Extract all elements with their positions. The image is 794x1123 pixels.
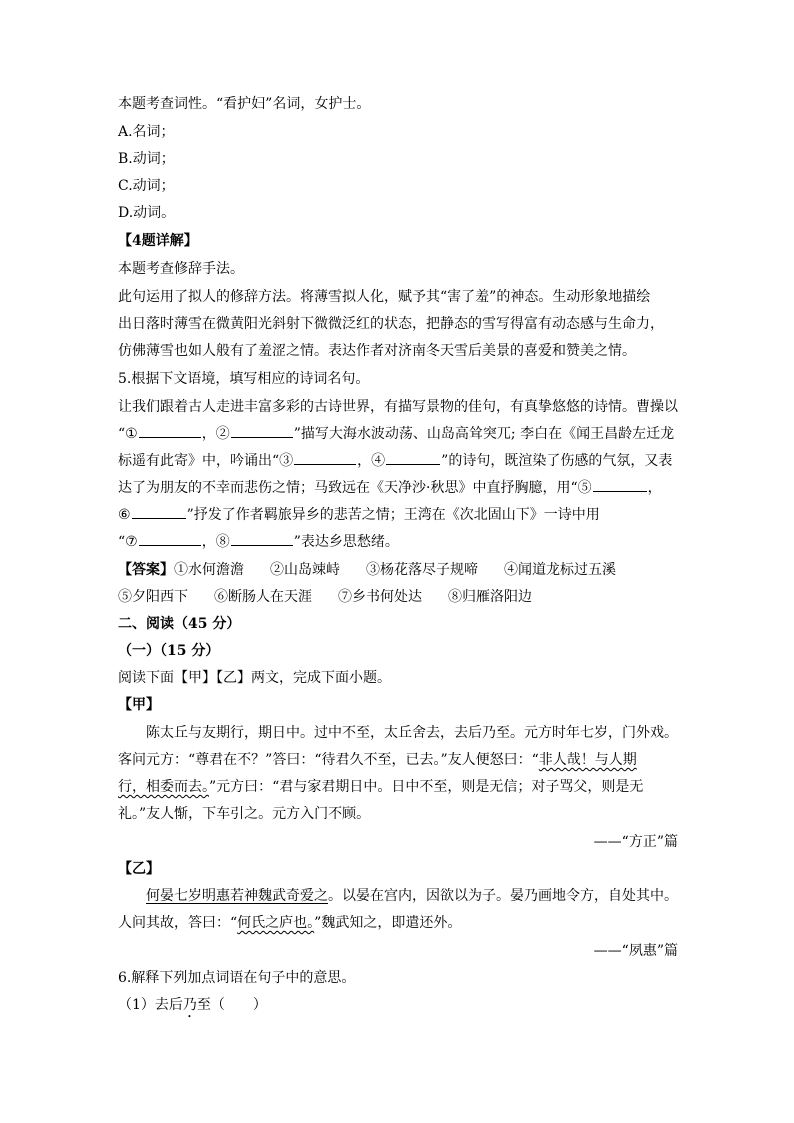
q5-line-3: 标遥有此寄》中，吟诵出“③ ，④ ”的诗句，既渲染了伤感的气氛，又表 [118, 453, 673, 469]
answer-blank-6[interactable] [132, 518, 186, 519]
answer-5: ⑤夕阳西下 [118, 589, 188, 605]
answer-2: ②山岛竦峙 [270, 562, 340, 578]
marker-6: ⑥ [118, 507, 131, 523]
wavy-underlined-sentence-a: 非人哉！与人期 [538, 752, 637, 768]
q5-line-6: “⑦ ，⑧ ”表达乡思愁绪。 [118, 534, 399, 550]
answer-3: ③杨花落尽子规啼 [366, 562, 478, 578]
answer-7: ⑦乡书何处达 [338, 589, 422, 605]
passage-yi-line-2 [118, 913, 678, 933]
q6-item-1-text-b[interactable]: 至（ ） [196, 997, 267, 1013]
underlined-sentence: 何晏七岁明惠若神魏武奇爱之 [146, 888, 328, 904]
q6-item-1 [118, 995, 678, 1021]
marker-4: ④ [371, 453, 386, 469]
marker-8: ⑧ [215, 534, 230, 550]
option-c: C.动词； [118, 178, 175, 194]
answer-4: ④闻道龙标过五溪 [504, 562, 616, 578]
q5-answer-line-1 [118, 560, 678, 580]
marker-2: ② [215, 426, 230, 442]
dotted-word: 乃 [182, 997, 197, 1013]
answer-blank-8[interactable] [231, 545, 293, 546]
q4-analysis-line-1: 此句运用了拟人的修辞方法。将薄雪拟人化，赋予其“害了羞”的神态。生动形象地描绘 [118, 289, 651, 305]
q5-line-4-text: 达了为朋友的不幸而悲伤之情；马致远在《天净沙·秋思》中直抒胸臆，用 [118, 480, 571, 496]
section-2-title: 二、阅读（45 分） [118, 616, 241, 632]
marker-7: ⑦ [125, 534, 138, 550]
passage-yi-line-2-text-b: ”魏武知之，即遣还外。 [314, 915, 462, 931]
marker-1: ① [125, 426, 138, 442]
q6-item-1-text-a: 去后 [154, 997, 183, 1013]
section-2-subtitle: （一）（15 分） [118, 643, 220, 659]
q5-answer-line-2 [118, 587, 678, 607]
q5-line-4: 达了为朋友的不幸而悲伤之情；马致远在《天净沙·秋思》中直抒胸臆，用“⑤ ， [118, 480, 662, 496]
passage-jia-line-3 [118, 777, 678, 797]
q4-analysis-line-3: 仿佛薄雪也如人般有了羞涩之情。表达作者对济南冬天雪后美景的喜爱和赞美之情。 [118, 343, 636, 359]
passage-yi-source: ——“夙惠”篇 [593, 943, 678, 959]
answer-blank-4[interactable] [386, 464, 440, 465]
answer-blank-1[interactable] [139, 437, 201, 438]
passage-jia-line-2-text: 客问元方：“尊君在不？”答曰：“待君久不至，已去。”友人便怒曰：“ [118, 752, 539, 768]
answer-blank-2[interactable] [231, 437, 293, 438]
option-a: A.名词； [118, 124, 175, 140]
passage-yi-label: 【乙】 [118, 861, 160, 877]
passage-jia-line-2 [118, 750, 678, 770]
q6-title: 6.解释下列加点词语在句子中的意思。 [118, 970, 356, 986]
wavy-underlined-sentence-c: 何氏之庐也。 [237, 915, 315, 931]
q5-line-3-text-b: 的诗句，既渲染了伤感的气氛，又表 [448, 453, 673, 469]
answer-blank-5[interactable] [593, 491, 647, 492]
q5-line-5: ⑥ ”抒发了作者羁旅异乡的悲苦之情；王湾在《次北固山下》一诗中用 [118, 507, 600, 523]
answer-8: ⑧归雁洛阳边 [448, 589, 532, 605]
passage-jia-line-4: 礼。”友人惭，下车引之。元方入门不顾。 [118, 806, 371, 822]
q5-line-2: “① ，② ”描写大海水波动荡、山岛高耸突兀; 李白在《闻王昌龄左迁龙 [118, 426, 675, 442]
q6-item-1-number: （1） [118, 997, 155, 1013]
q4-analysis-line-2: 出日落时薄雪在微黄阳光斜射下微微泛红的状态，把静态的雪写得富有动态感与生命力， [118, 316, 664, 332]
passage-yi-line-1 [146, 886, 678, 906]
q5-line-3-text-a: 标遥有此寄》中，吟诵出 [118, 453, 272, 469]
passage-jia-source: ——“方正”篇 [593, 834, 678, 850]
q5-line-6-text: 表达乡思愁绪。 [300, 534, 399, 550]
answer-blank-3[interactable] [294, 464, 356, 465]
marker-3: ③ [279, 453, 294, 469]
q5-line-1: 让我们跟着古人走进丰富多彩的古诗世界，有描写景物的佳句，有真挚悠悠的诗情。曹操以 [118, 399, 678, 415]
passage-yi-line-2-text-a: 人问其故，答曰：“ [118, 915, 238, 931]
passage-jia-line-3-text: ”元方曰：“君与家君期日中。日中不至，则是无信；对子骂父，则是无 [209, 779, 644, 795]
q5-title: 5.根据下文语境，填写相应的诗词名句。 [118, 371, 370, 387]
answer-1: ①水何澹澹 [174, 562, 244, 578]
answer-label: 【答案】 [118, 562, 174, 578]
q5-line-5-text: 抒发了作者羁旅异乡的悲苦之情；王湾在《次北固山下》一诗中用 [193, 507, 600, 523]
answer-6: ⑥断肠人在天涯 [214, 589, 312, 605]
q5-line-2-text: 描写大海水波动荡、山岛高耸突兀; 李白在《闻王昌龄左迁龙 [300, 426, 675, 442]
option-d: D.动词。 [118, 205, 176, 221]
passage-jia-line-1: 陈太丘与友期行，期日中。过中不至，太丘舍去，去后乃至。元方时年七岁，门外戏。 [146, 725, 678, 741]
passage-yi-line-1-text: 。以晏在宫内，因欲以为子。晏乃画地令方，自处其中。 [328, 888, 678, 904]
q4-intro: 本题考查词性。“看护妇”名词，女护士。 [118, 96, 371, 112]
option-b: B.动词； [118, 151, 175, 167]
reading-instruction: 阅读下面【甲】【乙】两文，完成下面小题。 [118, 670, 391, 686]
marker-5: ⑤ [577, 480, 592, 496]
passage-jia-label: 【甲】 [118, 697, 160, 713]
q4-topic: 本题考查修辞手法。 [118, 261, 244, 277]
wavy-underlined-sentence-b: 行，相委而去。 [118, 779, 209, 795]
answer-blank-7[interactable] [139, 545, 201, 546]
q4-detail-header: 【4题详解】 [118, 233, 198, 249]
